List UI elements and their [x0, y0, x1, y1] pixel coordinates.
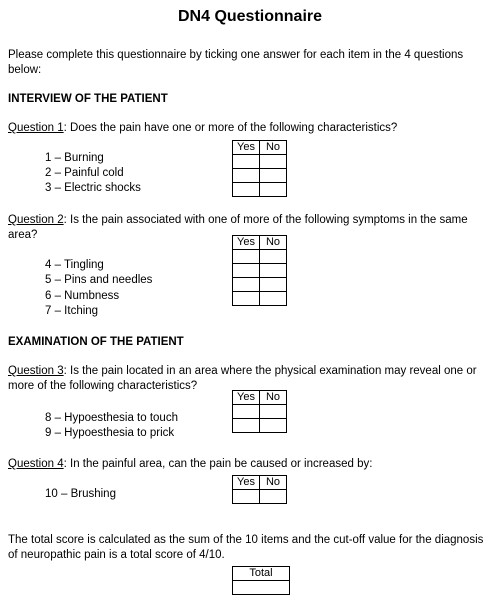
total-score-box [232, 566, 290, 595]
q1-item2-yes-cell[interactable] [233, 169, 260, 183]
q3-answer-grid [232, 390, 287, 433]
question-4 [8, 457, 494, 472]
no-header: No [260, 141, 287, 155]
q2-item-4: 7 – Itching [45, 305, 99, 317]
q1-item-2: 2 – Painful cold [45, 167, 124, 179]
q1-item3-yes-cell[interactable] [233, 183, 260, 197]
q4-item10-no-cell[interactable] [260, 490, 287, 504]
q2-item6-yes-cell[interactable] [233, 278, 260, 292]
q3-item8-no-cell[interactable] [260, 405, 287, 419]
q1-item1-yes-cell[interactable] [233, 155, 260, 169]
yes-header: Yes [233, 391, 260, 405]
q4-item10-yes-cell[interactable] [233, 490, 260, 504]
question-4-text: : In the painful area, can the pain be caused or increased by: [63, 458, 373, 470]
section-heading-examination: EXAMINATION OF THE PATIENT [8, 336, 184, 348]
page-title: DN4 Questionnaire [177, 8, 323, 25]
yes-header: Yes [233, 141, 260, 155]
q2-item7-yes-cell[interactable] [233, 292, 260, 306]
scoring-note: The total score is calculated as the sum of the 10 items and the cut-off value for the diagnosis of neuropathic pain is a total score of 4/10. [8, 534, 484, 561]
no-header: No [260, 476, 287, 490]
q3-item9-no-cell[interactable] [260, 419, 287, 433]
intro-text: Please complete this questionnaire by ticking one answer for each item in the 4 questions below: [8, 49, 464, 76]
question-2-text: : Is the pain associated with one of more of the following symptoms in the same area? [8, 214, 468, 241]
q3-item-2: 9 – Hypoesthesia to prick [45, 427, 175, 439]
q1-item3-no-cell[interactable] [260, 183, 287, 197]
q2-item4-yes-cell[interactable] [233, 250, 260, 264]
q2-item7-no-cell[interactable] [260, 292, 287, 306]
q2-item5-yes-cell[interactable] [233, 264, 260, 278]
q3-item8-yes-cell[interactable] [233, 405, 260, 419]
q2-item-3: 6 – Numbness [45, 290, 120, 302]
total-header: Total [233, 567, 290, 581]
question-3-label: Question 3 [8, 365, 64, 377]
question-4-label: Question 4 [8, 458, 64, 470]
question-1 [8, 121, 494, 136]
question-1-label: Question 1 [8, 122, 64, 134]
q3-item-1: 8 – Hypoesthesia to touch [45, 412, 178, 424]
yes-header: Yes [233, 476, 260, 490]
yes-header: Yes [233, 236, 260, 250]
q2-item6-no-cell[interactable] [260, 278, 287, 292]
q2-answer-grid [232, 235, 287, 306]
q1-item-1: 1 – Burning [45, 152, 104, 164]
no-header: No [260, 391, 287, 405]
question-1-text: : Does the pain have one or more of the following characteristics? [63, 122, 398, 134]
q2-item4-no-cell[interactable] [260, 250, 287, 264]
q2-item-1: 4 – Tingling [45, 259, 104, 271]
q1-answer-grid [232, 140, 287, 197]
q1-item-3: 3 – Electric shocks [45, 182, 141, 194]
q3-item9-yes-cell[interactable] [233, 419, 260, 433]
q1-item1-no-cell[interactable] [260, 155, 287, 169]
q4-item-1: 10 – Brushing [45, 488, 116, 500]
question-3-text: : Is the pain located in an area where the physical examination may reveal one or more of the following characteristics? [8, 365, 477, 392]
q4-answer-grid [232, 475, 287, 504]
section-heading-interview: INTERVIEW OF THE PATIENT [8, 93, 168, 105]
q2-item5-no-cell[interactable] [260, 264, 287, 278]
no-header: No [260, 236, 287, 250]
question-2-label: Question 2 [8, 214, 64, 226]
total-score-cell[interactable] [233, 581, 290, 595]
q1-item2-no-cell[interactable] [260, 169, 287, 183]
q2-item-2: 5 – Pins and needles [45, 274, 153, 286]
